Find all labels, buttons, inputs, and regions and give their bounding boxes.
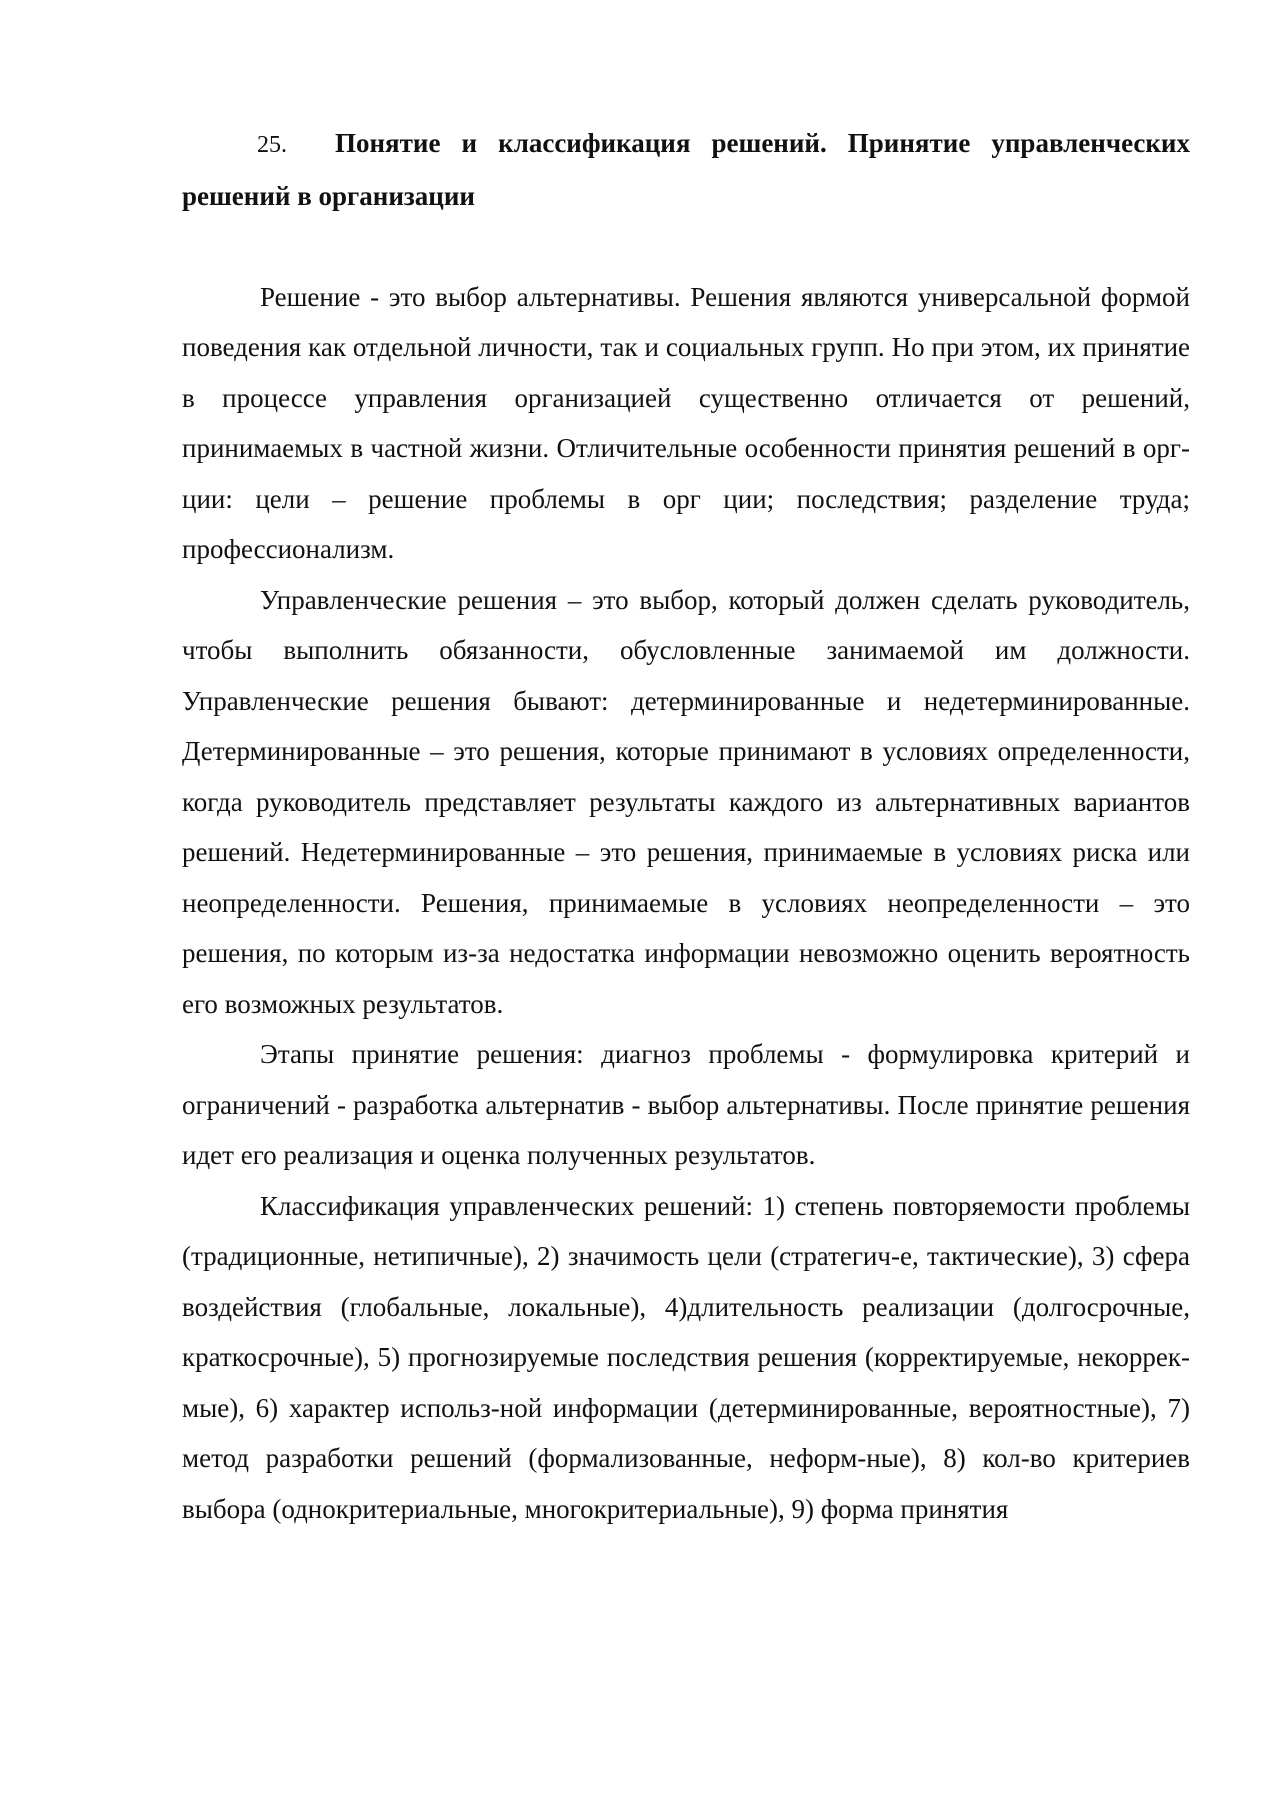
paragraph-classification: Классификация управленческих решений: 1) степень повторяемости проблемы (традиционные, нетипичные), 2) значимость цели (стратегич-е, тактические), 3) сфера воздействия (глобальные, локальные), 4)длительность реализации (долгосрочные, краткосрочные), 5) прогнозируемые последствия решения (корректируемые, некоррек-мые), 6) характер использ-ной информации (детерминированные, вероятностные), 7) метод разработки решений (формализованные, неформ-ные), 8) кол-во критериев выбора (однокритериальные, многокритериальные), 9) форма принятия xyxy=(182,1190,1190,1524)
heading-title: Понятие и классификация решений. Принятие управленческих решений в организации xyxy=(182,128,1190,211)
heading-number: 25. xyxy=(257,132,287,158)
paragraph-decision-stages: Этапы принятие решения: диагноз проблемы - формулировка критерий и ограничений - разработка альтернатив - выбор альтернативы. После принятие решения идет его реализация и оценка полученных результатов. xyxy=(182,1039,1190,1170)
document-body xyxy=(182,118,1190,1534)
spacer xyxy=(182,221,1190,272)
paragraph-managerial-decisions: Управленческие решения – это выбор, который должен сделать руководитель, чтобы выполнить обязанности, обусловленные занимаемой им должности. Управленческие решения бывают: детерминированные и недетерминированные. Детерминированные – это решения, которые принимают в условиях определенности, когда руководитель представляет результаты каждого из альтернативных вариантов решений. Недетерминированные – это решения, принимаемые в условиях риска или неопределенности. Решения, принимаемые в условиях неопределенности – это решения, по которым из-за недостатка информации невозможно оценить вероятность его возможных результатов. xyxy=(182,584,1190,1019)
section-heading xyxy=(182,118,1190,221)
paragraph-definition: Решение - это выбор альтернативы. Решения являются универсальной формой поведения как отдельной личности, так и социальных групп. Но при этом, их принятие в процессе управления организацией существенно отличается от решений, принимаемых в частной жизни. Отличительные особенности принятия решений в орг-ции: цели – решение проблемы в орг ции; последствия; разделение труда; профессионализм. xyxy=(182,281,1190,564)
